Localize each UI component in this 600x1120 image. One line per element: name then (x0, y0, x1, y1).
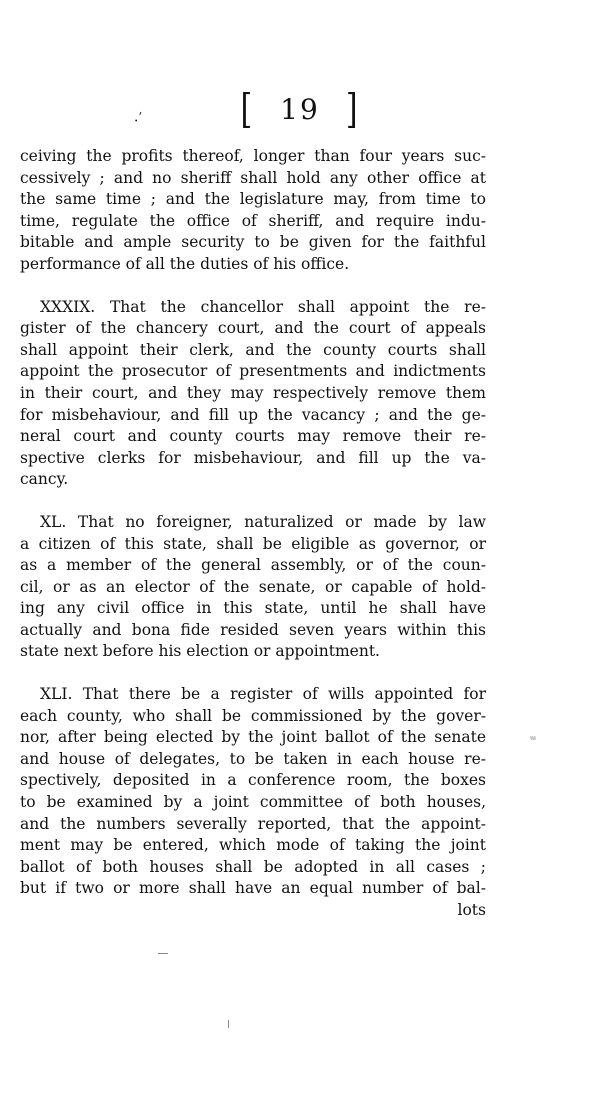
right-bracket: ] (345, 85, 360, 134)
stray-dash (158, 953, 168, 954)
text-line: XXXIX. That the chancellor shall appoint the re- (40, 297, 486, 316)
text-line: cil, or as an elector of the senate, or capable of hold- (20, 577, 486, 596)
text-line: cessively ; and no sheriff shall hold any other office at (20, 168, 486, 187)
page-number: 19 (280, 93, 320, 126)
text-line: ment may be entered, which mode of taking the joint (20, 836, 486, 855)
text-line: in their court, and they may respectively remove them (20, 383, 486, 402)
text-line: cancy. (20, 470, 69, 489)
text-line: spectively, deposited in a conference room, the boxes (20, 771, 486, 790)
stray-mark: ·´ (131, 110, 148, 130)
stray-tick (228, 1020, 229, 1028)
text-line: ballot of both houses shall be adopted in all cases ; (20, 857, 486, 876)
paragraph-continuation (20, 146, 486, 276)
text-line: the same time ; and the legislature may, from time to (20, 190, 486, 209)
text-line: bitable and ample security to be given for the faithful (20, 233, 486, 252)
ink-smudge: ᵚ (530, 735, 537, 746)
text-line: a citizen of this state, shall be eligible as governor, or (20, 534, 486, 553)
text-line: to be examined by a joint committee of both houses, (20, 793, 486, 812)
text-line: XL. That no foreigner, naturalized or made by law (40, 512, 486, 531)
text-line: for misbehaviour, and fill up the vacancy ; and the ge- (20, 405, 486, 424)
text-line: spective clerks for misbehaviour, and fill up the va- (20, 448, 486, 467)
text-line: and the numbers severally reported, that the appoint- (20, 814, 486, 833)
text-line: ceiving the profits thereof, longer than four years suc- (20, 147, 486, 165)
paragraph-xl (20, 512, 486, 663)
text-line: actually and bona fide resided seven years within this (20, 620, 486, 639)
text-line: nor, after being elected by the joint ballot of the senate (20, 728, 486, 747)
text-line: gister of the chancery court, and the court of appeals (20, 319, 486, 338)
body-text (20, 146, 486, 922)
paragraph-xxxix (20, 297, 486, 491)
left-bracket: [ (240, 85, 255, 134)
text-line: each county, who shall be commissioned by the gover- (20, 706, 486, 725)
text-line: and house of delegates, to be taken in each house re- (20, 749, 486, 768)
text-line: neral court and county courts may remove their re- (20, 427, 486, 446)
catchword: lots (457, 901, 486, 919)
text-line: state next before his election or appointment. (20, 642, 380, 661)
text-line: performance of all the duties of his office. (20, 254, 350, 273)
page-header (0, 85, 600, 134)
text-line: but if two or more shall have an equal number of bal- (20, 879, 486, 898)
text-line: appoint the prosecutor of presentments and indictments (20, 362, 486, 381)
text-line: as a member of the general assembly, or of the coun- (20, 556, 486, 575)
paragraph-xli (20, 684, 486, 922)
text-line: time, regulate the office of sheriff, and require indu- (20, 211, 486, 230)
text-line: ing any civil office in this state, until he shall have (20, 599, 486, 618)
text-line: XLI. That there be a register of wills appointed for (40, 685, 486, 704)
text-line: shall appoint their clerk, and the county courts shall (20, 340, 486, 359)
